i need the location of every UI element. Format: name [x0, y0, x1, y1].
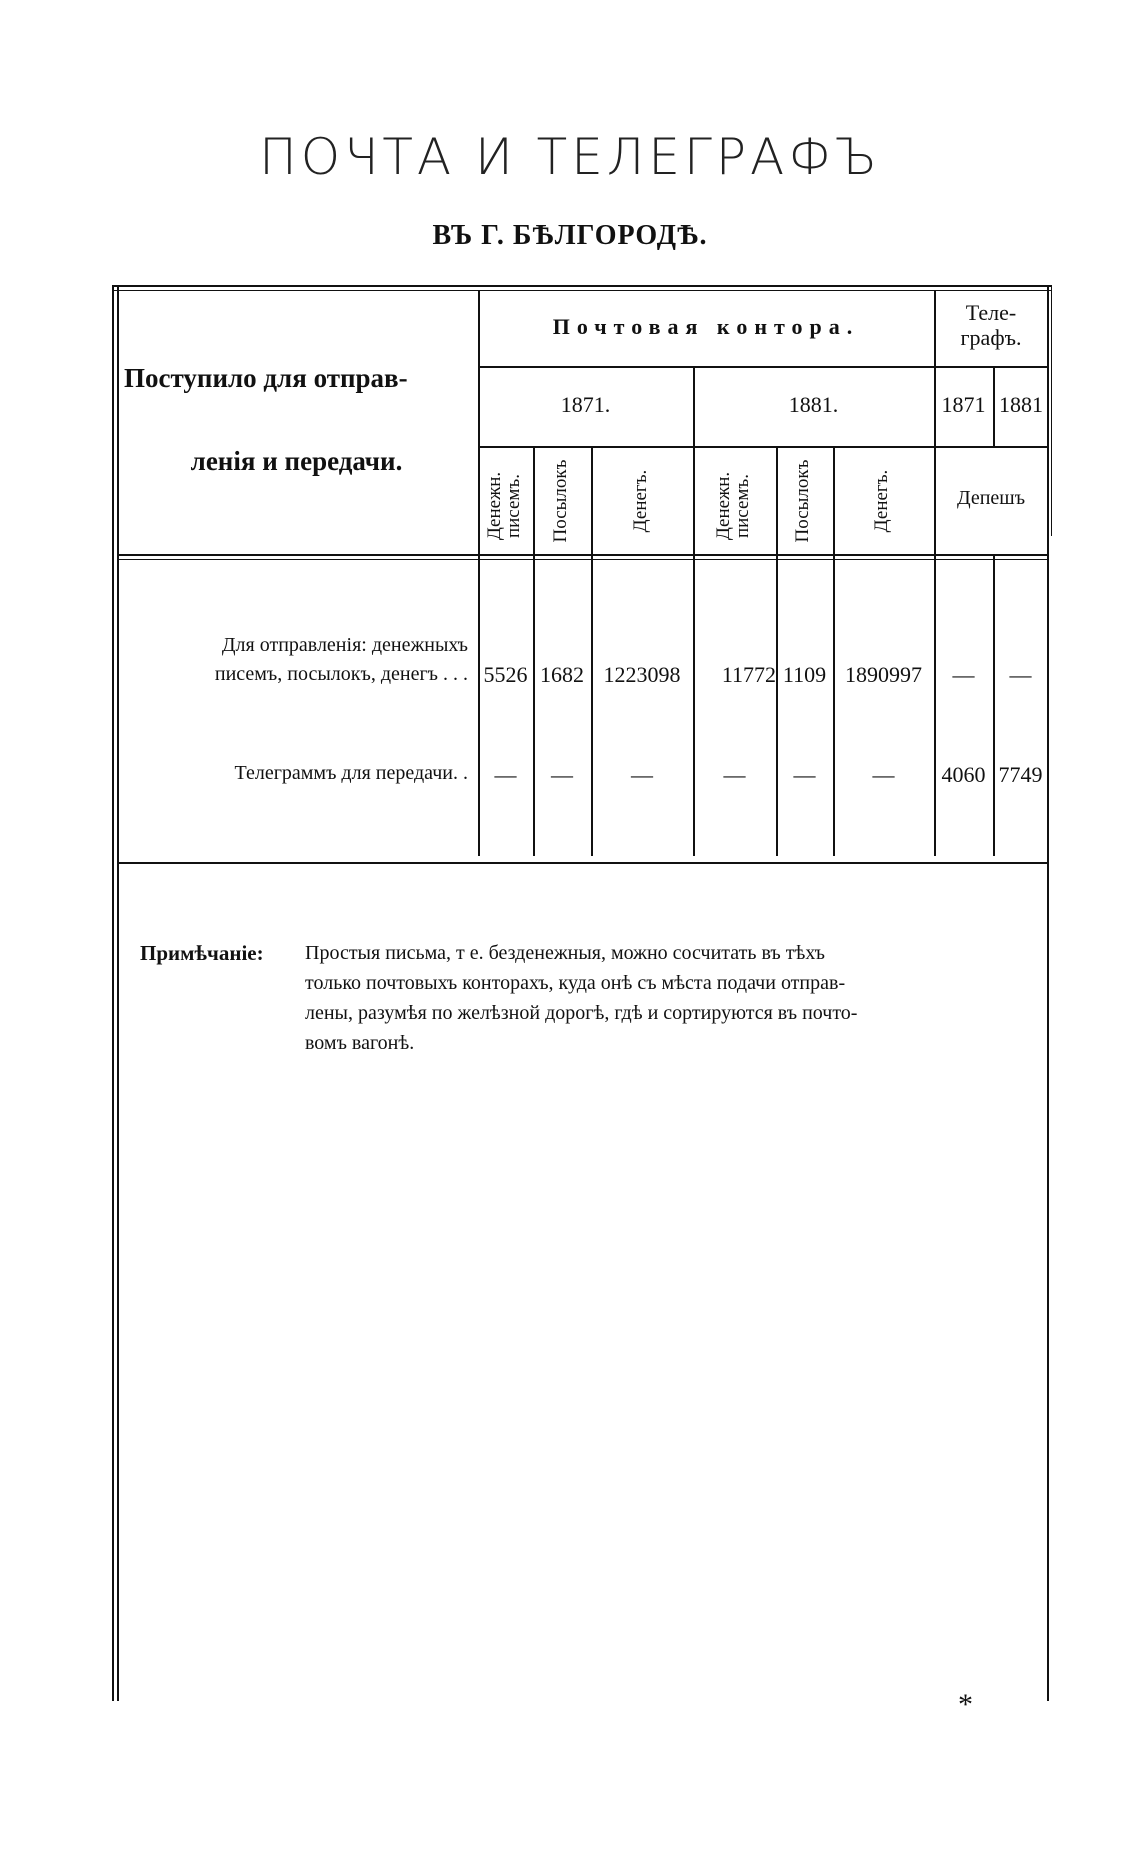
- note-line-2: только почтовыхъ конторахъ, куда онѣ съ мѣста подачи отправ-: [305, 972, 846, 994]
- row-header-line-1: Поступило для отправ-: [124, 363, 408, 393]
- cell-r2-c4: —: [723, 762, 746, 787]
- col-header-money-letters-1881: [714, 456, 754, 556]
- col-header-money-1881: Денегъ.: [871, 469, 892, 533]
- tel-year-1881-header: 1881: [999, 392, 1043, 417]
- header-bottom-line-inner: [118, 559, 1048, 560]
- cell-r2-c1: —: [494, 762, 517, 787]
- header-bottom-line: [118, 554, 1048, 556]
- telegraph-header-line-1: Теле-: [965, 300, 1017, 325]
- footer-asterisk: *: [958, 1688, 973, 1721]
- col-header-parcels-1871: Посылокъ: [550, 459, 571, 543]
- col-sep-3: [591, 446, 593, 856]
- cell-r1-c7: —: [952, 662, 975, 687]
- cell-r2-c3: —: [631, 762, 653, 787]
- cell-r1-c2: 1682: [540, 662, 584, 687]
- header-row-line-2: [478, 446, 1048, 448]
- note-line-1: Простыя письма, т е. безденежныя, можно сосчитать въ тѣхъ: [305, 942, 825, 964]
- tel-year-1871-header: 1871: [941, 392, 986, 417]
- page-subtitle: ВЪ Г. БѢЛГОРОДѢ.: [432, 220, 708, 251]
- table-top-border: [112, 285, 1052, 287]
- header-row-line-1: [478, 366, 934, 368]
- table-left-border: [112, 286, 114, 1701]
- col-header-money-1871: Денегъ.: [630, 469, 651, 533]
- col-header-money-letters-line2: писемъ.: [732, 473, 753, 539]
- cell-r2-c6: —: [872, 762, 895, 787]
- note-line-3: лены, разумѣя по желѣзной дорогѣ, гдѣ и сортируются въ почто-: [305, 1002, 858, 1024]
- row-1-label-line-2: писемъ, посылокъ, денегъ . . .: [214, 663, 468, 685]
- cell-r1-c8: —: [1009, 662, 1032, 687]
- cell-r2-c7: 4060: [941, 762, 986, 787]
- year-1881-header: 1881.: [788, 392, 839, 417]
- note-label: Примѣчаніе:: [140, 941, 264, 965]
- col-header-money-letters-line1: Денежн.: [484, 471, 505, 541]
- table-left-border-inner: [117, 286, 119, 1701]
- table-body-bottom-line: [118, 862, 1048, 864]
- col-header-parcels-1881: Посылокъ: [792, 459, 813, 543]
- year-1871-header: 1871.: [560, 392, 611, 417]
- col-sep-tel-data: [993, 556, 995, 856]
- cell-r1-c4: 11772: [721, 662, 776, 687]
- cell-r2-c2: —: [551, 762, 573, 787]
- page-title: ПОЧТА И ТЕЛЕГРАФЪ: [259, 128, 881, 186]
- col-sep-6: [833, 446, 835, 856]
- postal-office-header: Почтовая контора.: [552, 314, 860, 339]
- cell-r2-c5: —: [793, 762, 816, 787]
- col-header-money-letters-1871: [485, 456, 525, 556]
- header-tel-line-1: [934, 366, 1048, 368]
- col-header-money-letters-line2: писемъ.: [503, 473, 524, 539]
- col-sep-2: [533, 446, 535, 856]
- cell-r1-c3: 1223098: [603, 662, 681, 687]
- row-1-label-line-1: Для отправленія: денежныхъ: [221, 634, 468, 656]
- row-2-label: Телеграммъ для передачи. .: [234, 762, 468, 784]
- col-sep-5: [776, 446, 778, 856]
- note-line-4: вомъ вагонѣ.: [305, 1032, 415, 1054]
- col-header-dispatches: Депешъ: [956, 487, 1026, 509]
- table-right-border-inner: [1051, 286, 1052, 536]
- cell-r1-c5: 1109: [782, 662, 827, 687]
- cell-r1-c6: 1890997: [845, 662, 922, 687]
- cell-r2-c8: 7749: [998, 762, 1043, 787]
- table-top-border-inner: [112, 290, 1052, 291]
- col-header-money-letters-line1: Денежн.: [713, 471, 734, 541]
- row-header-line-2: ленія и передачи.: [190, 446, 403, 476]
- cell-r1-c1: 5526: [483, 662, 528, 687]
- telegraph-header-line-2: графъ.: [960, 325, 1022, 350]
